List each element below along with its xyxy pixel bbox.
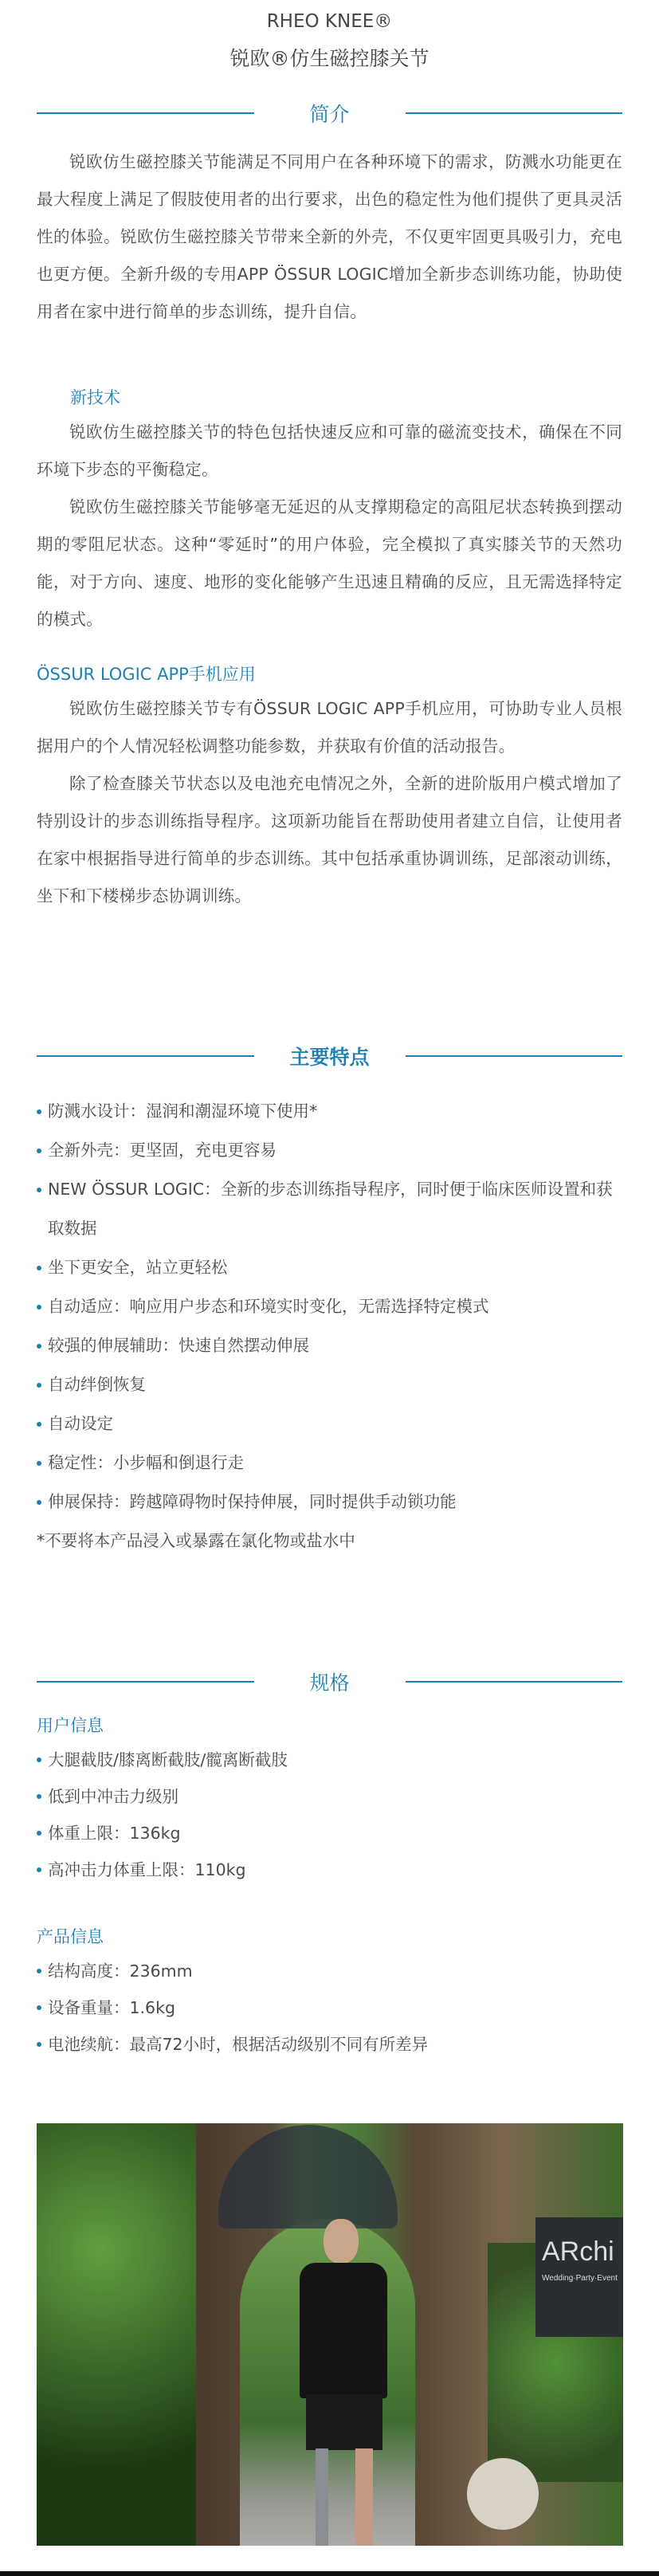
list-item: 全新外壳：更坚固，充电更容易: [37, 1131, 622, 1170]
list-item: 高冲击力体重上限：110kg: [37, 1852, 622, 1888]
list-item: 自动设定: [37, 1404, 622, 1443]
intro-paragraph: 锐欧仿生磁控膝关节能满足不同用户在各种环境下的需求，防溅水功能更在最大程度上满足了假肢使用者的出行要求，出色的稳定性为他们提供了更具灵活性的体验。锐欧仿生磁控膝关节带来全新的外壳，不仅更牢固更具吸引力，充电也更方便。全新升级的专用APP ÖSSUR LOGIC增加全新步态训练功能，协助使用者在家中进行简单的步态训练，提升自信。: [37, 152, 622, 321]
divider: [406, 1055, 623, 1057]
feature-list: [37, 1092, 622, 1522]
footnote: *不要将本产品浸入或暴露在氯化物或盐水中: [37, 1531, 355, 1550]
head: [324, 2219, 359, 2264]
product-info-list: [37, 1953, 622, 2063]
section-heading-specs: [37, 1666, 622, 1698]
app-section: [37, 658, 622, 915]
new-tech-section: [37, 382, 622, 638]
subheading: 用户信息: [37, 1716, 104, 1735]
shirt: [300, 2263, 387, 2398]
section-heading-intro: [37, 97, 622, 129]
user-info-list: [37, 1742, 622, 1888]
list-item: 自动适应：响应用户步态和环境实时变化，无需选择特定模式: [37, 1287, 622, 1326]
section-heading-features: [37, 1040, 622, 1072]
subheading: 新技术: [70, 388, 120, 407]
foliage: [37, 2123, 196, 2546]
list-item: 低到中冲击力级别: [37, 1778, 622, 1815]
list-item: 结构高度：236mm: [37, 1953, 622, 1989]
section-title: 主要特点: [289, 1046, 370, 1069]
section-title: 规格: [309, 1671, 350, 1694]
product-lifestyle-photo: [37, 2123, 623, 2546]
paragraph: 除了检查膝关节状态以及电池充电情况之外，全新的进阶版用户模式增加了特别设计的步态训练指导程序。这项新功能旨在帮助使用者建立自信，让使用者在家中根据指导进行简单的步态训练。其中包括承重协调训练，足部滚动训练，坐下和下楼梯步态协调训练。: [37, 774, 622, 905]
list-item: 电池续航：最高72小时，根据活动级别不同有所差异: [37, 2026, 622, 2063]
list-item: 大腿截肢/膝离断截肢/髋离断截肢: [37, 1742, 622, 1778]
paragraph: 锐欧仿生磁控膝关节的特色包括快速反应和可靠的磁流变技术，确保在不同环境下步态的平衡稳定。: [37, 422, 622, 479]
features-section: [37, 1092, 622, 1561]
divider: [406, 1681, 623, 1683]
user-info-section: [37, 1710, 622, 1888]
divider: [37, 112, 254, 114]
divider: [406, 112, 623, 114]
paragraph: 锐欧仿生磁控膝关节专有ÖSSUR LOGIC APP手机应用，可协助专业人员根据用户的个人情况轻松调整功能参数，并获取有价值的活动报告。: [37, 699, 622, 756]
section-title: 简介: [309, 103, 350, 126]
sign-text: ARchi: [542, 2236, 614, 2267]
list-item: 体重上限：136kg: [37, 1815, 622, 1852]
paragraph: 锐欧仿生磁控膝关节能够毫无延迟的从支撑期稳定的高阻尼状态转换到摆动期的零阻尼状态。这种“零延时”的用户体验，完全模拟了真实膝关节的天然功能，对于方向、速度、地形的变化能够产生迅速且精确的反应，且无需选择特定的模式。: [37, 497, 622, 629]
subheading: 产品信息: [37, 1927, 104, 1946]
divider: [37, 1055, 254, 1057]
product-title-en: RHEO KNEE®: [266, 11, 393, 32]
shorts: [306, 2394, 382, 2450]
sign-subtext: Wedding·Party·Event: [542, 2274, 618, 2283]
umbrella: [218, 2125, 398, 2228]
divider: [37, 1681, 254, 1683]
list-item: NEW ÖSSUR LOGIC：全新的步态训练指导程序，同时便于临床医师设置和获取数据: [37, 1170, 622, 1248]
product-title-cn: 锐欧®仿生磁控膝关节: [229, 47, 430, 70]
list-item: 稳定性：小步幅和倒退行走: [37, 1443, 622, 1482]
venue-sign: [535, 2217, 623, 2337]
list-item: 较强的伸展辅助：快速自然摆动伸展: [37, 1326, 622, 1365]
list-item: 自动绊倒恢复: [37, 1365, 622, 1404]
list-item: 防溅水设计：湿润和潮湿环境下使用*: [37, 1092, 622, 1131]
list-item: 坐下更安全，站立更轻松: [37, 1248, 622, 1287]
duck: [467, 2458, 539, 2530]
list-item: 设备重量：1.6kg: [37, 1989, 622, 2026]
intro-section: [37, 143, 622, 331]
person-with-prosthetic: [292, 2219, 395, 2490]
list-item: 伸展保持：跨越障碍物时保持伸展，同时提供手动锁功能: [37, 1482, 622, 1522]
subheading: ÖSSUR LOGIC APP手机应用: [37, 665, 256, 684]
product-info-section: [37, 1921, 622, 2063]
bottom-border: [0, 2571, 659, 2576]
prosthetic-leg: [316, 2448, 328, 2546]
leg: [355, 2448, 373, 2546]
